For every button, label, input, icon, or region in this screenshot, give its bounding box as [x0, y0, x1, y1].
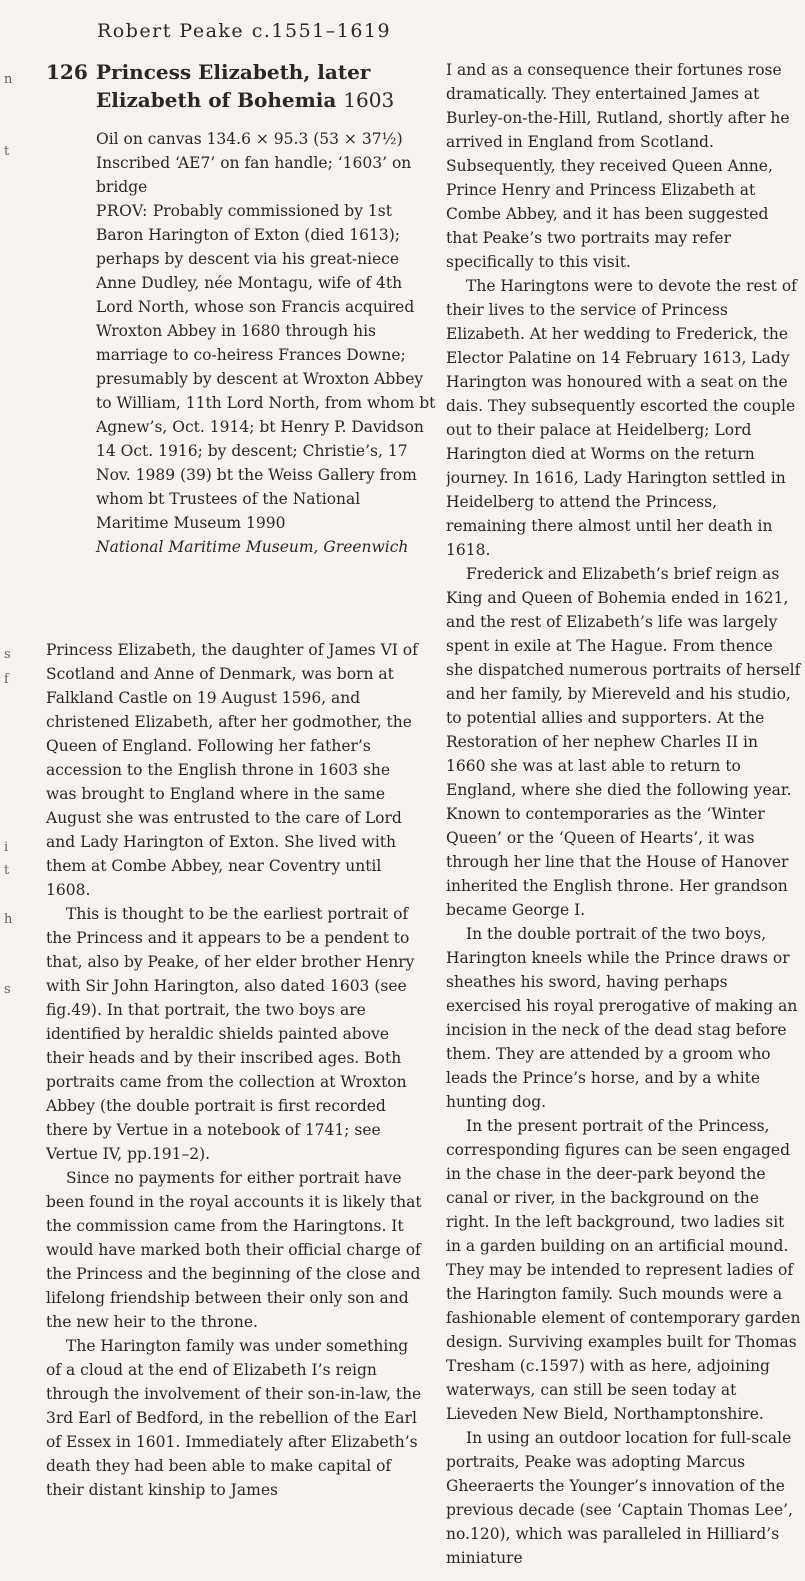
provenance — [96, 199, 436, 535]
entry-year: 1603 — [343, 88, 395, 112]
paragraph: Frederick and Elizabeth’s brief reign as King and Queen of Bohemia ended in 1621, and the rest of Elizabeth’s life was largely spent in exile at The Hague. From thence she dispatched numerous portraits of herself and her family, by Miereveld and his studio, to potential allies and supporters. At the Restoration of her nephew Charles II in 1660 she was at last able to return to England, where she died the following year. Known to contemporaries as the ‘Winter Queen’ or the ‘Queen of Hearts’, it was through her line that the House of Hanover inherited the English throne. Her grandson became George I. — [446, 565, 801, 919]
running-head: Robert Peake c.1551–1619 — [97, 20, 392, 42]
margin-mark: s — [4, 982, 11, 997]
paragraph: Since no payments for either portrait have been found in the royal accounts it is likely that the commission came from the Haringtons. It would have marked both their official charge of the Princess and the beginning of the close and lifelong friendship between their only son and the new heir to the throne. — [46, 1169, 422, 1331]
entry-title-text: Princess Elizabeth, later Elizabeth of Bohemia — [96, 60, 371, 112]
provenance-text: Probably commissioned by 1st Baron Harington of Exton (died 1613); perhaps by descent via his great-niece Anne Dudley, née Montagu, wife of 4th Lord North, whose son Francis acquired Wroxton Abbey in 1680 through his marriage to co-heiress Frances Downe; presumably by descent at Wroxton Abbey to William, 11th Lord North, from whom bt Agnew’s, Oct. 1914; bt Henry P. Davidson 14 Oct. 1916; by descent; Christie’s, 17 Nov. 1989 (39) bt the Weiss Gallery from whom bt Trustees of the National Maritime Museum 1990 — [96, 202, 436, 532]
margin-mark: h — [4, 912, 13, 927]
catalog-details — [96, 127, 436, 559]
margin-marks — [0, 0, 20, 1581]
margin-mark: s — [4, 647, 11, 662]
paragraph: The Harington family was under something of a cloud at the end of Elizabeth I’s reign through the involvement of their son-in-law, the 3rd Earl of Bedford, in the rebellion of the Earl of Essex in 1601. Immediately after Elizabeth’s death they had been able to make capital of their distant kinship to James — [46, 1337, 422, 1499]
collection-location: National Maritime Museum, Greenwich — [96, 538, 409, 556]
entry-number: 126 — [46, 60, 88, 84]
paragraph: In the present portrait of the Princess, corresponding figures can be seen engaged in the chase in the deer-park beyond the canal or river, in the background on the right. In the left background, two ladies sit in a garden building on an artificial mound. They may be intended to represent ladies of the Harington family. Such mounds were a fashionable element of contemporary garden design. Surviving examples built for Thomas Tresham (c.1597) with as here, adjoining waterways, can still be seen today at Lieveden New Bield, Northamptonshire. — [446, 1117, 801, 1423]
margin-mark: t — [4, 863, 10, 878]
paragraph: The Haringtons were to devote the rest of their lives to the service of Princess Elizabeth. At her wedding to Frederick, the Elector Palatine on 14 February 1613, Lady Harington was honoured with a seat on the dais. They subsequently escorted the couple out to their palace at Heidelberg; Lord Harington died at Worms on the return journey. In 1616, Lady Harington settled in Heidelberg to attend the Princess, remaining there almost until her death in 1618. — [446, 277, 797, 559]
inscription: Inscribed ‘AE7’ on fan handle; ‘1603’ on bridge — [96, 154, 412, 196]
left-column-text — [46, 638, 422, 1502]
paragraph: I and as a consequence their fortunes rose dramatically. They entertained James at Burley-on-the-Hill, Rutland, shortly after he arrived in England from Scotland. Subsequently, they received Queen Anne, Prince Henry and Princess Elizabeth at Combe Abbey, and it has been suggested that Peake’s two portraits may refer specifically to this visit. — [446, 61, 790, 271]
margin-mark: n — [4, 72, 13, 87]
margin-mark: f — [4, 672, 9, 687]
paragraph: Princess Elizabeth, the daughter of James VI of Scotland and Anne of Denmark, was born at Falkland Castle on 19 August 1596, and christened Elizabeth, after her godmother, the Queen of England. Following her father’s accession to the English throne in 1603 she was brought to England where in the same August she was entrusted to the care of Lord and Lady Harington of Exton. She lived with them at Combe Abbey, near Coventry until 1608. — [46, 641, 418, 899]
entry-title — [96, 58, 436, 114]
provenance-label: PROV: — [96, 202, 148, 220]
margin-mark: t — [4, 144, 10, 159]
right-column-text — [446, 58, 802, 1570]
paragraph: In the double portrait of the two boys, Harington kneels while the Prince draws or sheathes his sword, having perhaps exercised his royal prerogative of making an incision in the neck of the dead stag before them. They are attended by a groom who leads the Prince’s horse, and by a white hunting dog. — [446, 925, 798, 1111]
paragraph: This is thought to be the earliest portrait of the Princess and it appears to be a pendent to that, also by Peake, of her elder brother Henry with Sir John Harington, also dated 1603 (see fig.49). In that portrait, the two boys are identified by heraldic shields painted above their heads and by their inscribed ages. Both portraits came from the collection at Wroxton Abbey (the double portrait is first recorded there by Vertue in a notebook of 1741; see Vertue IV, pp.191–2). — [46, 905, 415, 1163]
medium-dimensions: Oil on canvas 134.6 × 95.3 (53 × 37½) — [96, 130, 403, 148]
paragraph: In using an outdoor location for full-scale portraits, Peake was adopting Marcus Gheeraerts the Younger’s innovation of the previous decade (see ‘Captain Thomas Lee’, no.120), which was paralleled in Hilliard’s miniature — [446, 1429, 793, 1567]
margin-mark: i — [4, 840, 9, 855]
